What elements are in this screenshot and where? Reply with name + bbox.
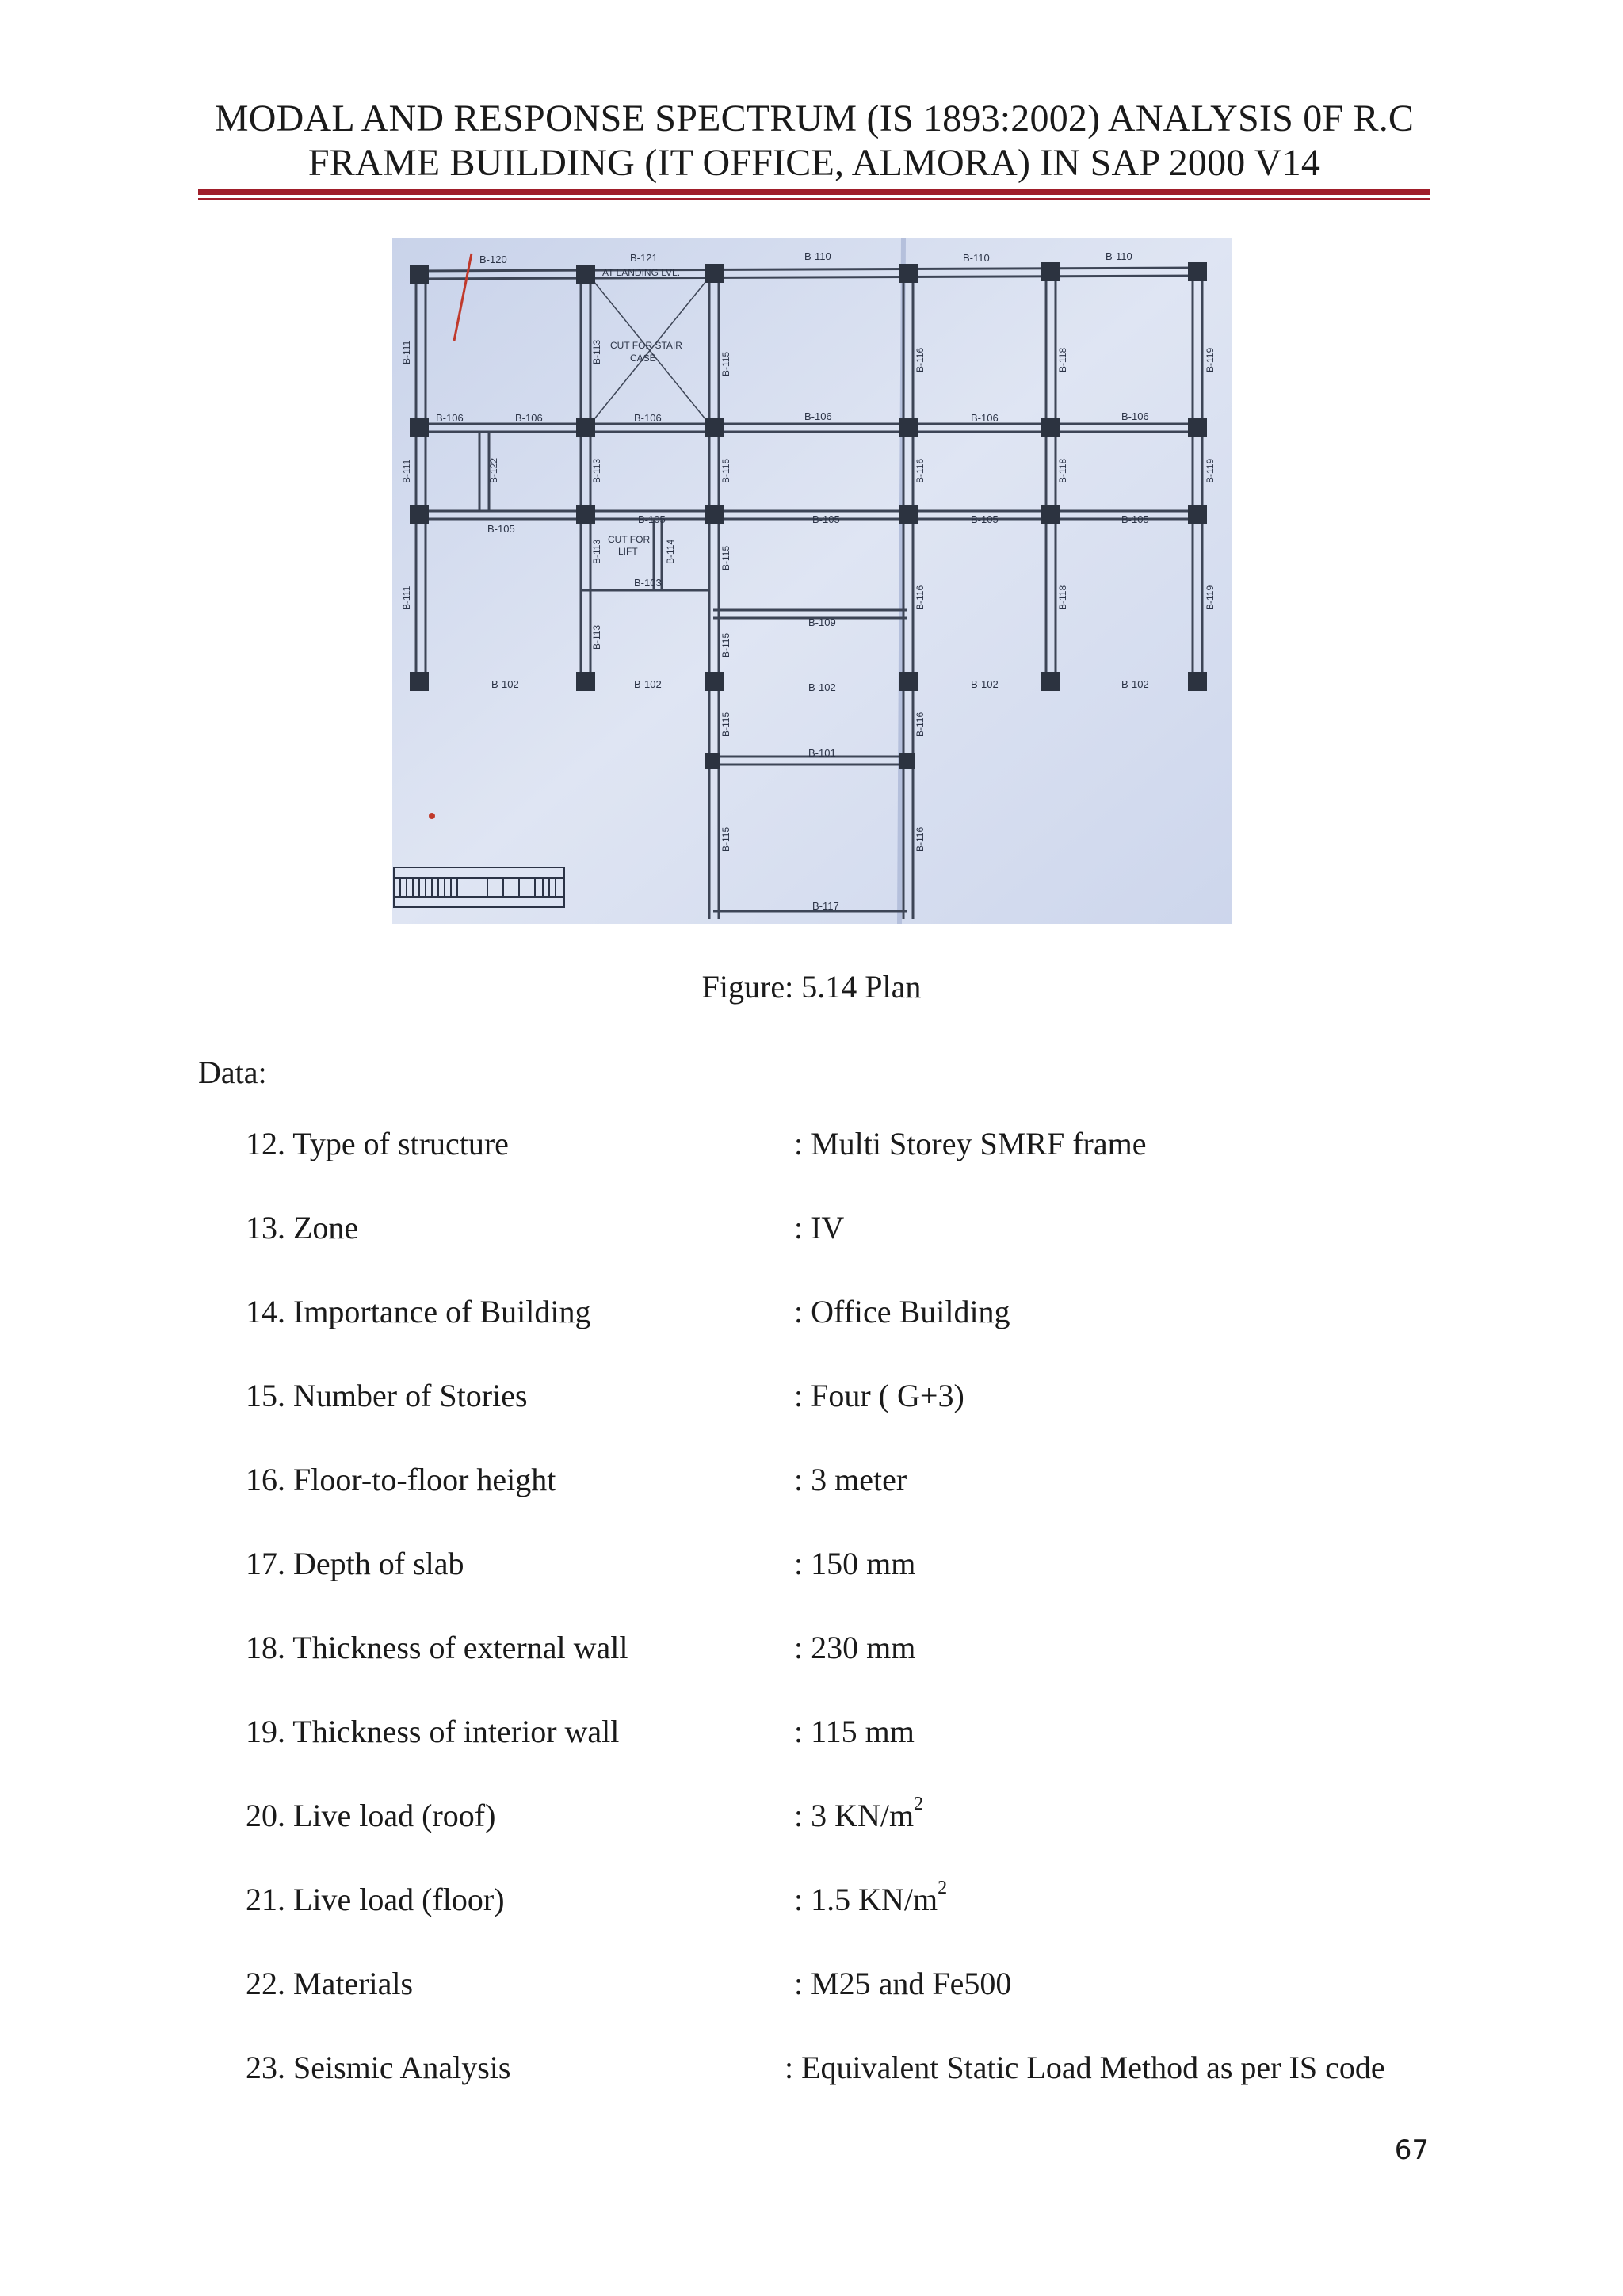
label-b114: B-114 <box>665 539 676 564</box>
page-header <box>198 97 1430 185</box>
label-b105-5: B-105 <box>1121 513 1149 525</box>
item-label: 19. Thickness of interior wall <box>246 1714 620 1749</box>
label-b116-5: B-116 <box>915 826 926 852</box>
label-b116-1: B-116 <box>915 347 926 372</box>
item-value <box>794 1878 948 1918</box>
list-item <box>246 1878 1482 1965</box>
item-label: 12. Type of structure <box>246 1126 509 1161</box>
label-b110-1: B-110 <box>804 250 831 262</box>
label-b115-4: B-115 <box>720 632 731 658</box>
label-lift: CUT FOR <box>608 534 651 545</box>
floor-plan-drawing <box>392 238 1232 924</box>
label-b118-3: B-118 <box>1057 585 1068 610</box>
item-value: : M25 and Fe500 <box>794 1966 1012 2001</box>
label-b116-3: B-116 <box>915 585 926 610</box>
item-label: 15. Number of Stories <box>246 1378 528 1413</box>
list-item <box>246 1629 1482 1713</box>
item-value-sup: 2 <box>914 1794 924 1814</box>
header-rule-thin <box>198 198 1430 200</box>
list-item <box>246 1545 1482 1629</box>
label-b102-3: B-102 <box>808 681 836 693</box>
list-item <box>246 1125 1482 1209</box>
item-value: : Four ( G+3) <box>794 1378 964 1413</box>
item-value: : Equivalent Static Load Method as per IS code <box>785 2050 1385 2085</box>
header-rule-thick <box>198 189 1430 195</box>
header-line-1: MODAL AND RESPONSE SPECTRUM (IS 1893:2002) ANALYSIS 0F R.C <box>214 97 1415 139</box>
label-b105-3: B-105 <box>812 513 840 525</box>
label-b121: B-121 <box>630 252 658 264</box>
label-landing: AT LANDING LVL. <box>602 267 681 278</box>
item-label: 20. Live load (roof) <box>246 1798 496 1833</box>
label-b106-6: B-106 <box>1121 410 1149 422</box>
label-b116-2: B-116 <box>915 458 926 483</box>
label-b120: B-120 <box>479 254 507 265</box>
label-b105-1: B-105 <box>487 523 515 535</box>
label-b115-3: B-115 <box>720 545 731 570</box>
list-item <box>246 1461 1482 1545</box>
label-b116-4: B-116 <box>915 711 926 737</box>
item-value <box>794 1794 924 1834</box>
label-b118-1: B-118 <box>1057 347 1068 372</box>
label-b119-1: B-119 <box>1205 347 1216 372</box>
item-value-text: : 1.5 KN/m <box>794 1882 938 1917</box>
item-label: 14. Importance of Building <box>246 1294 591 1329</box>
label-lift-2: LIFT <box>618 546 638 557</box>
label-stair-2: CASE <box>630 353 656 364</box>
label-b102-4: B-102 <box>971 678 999 690</box>
label-b110-2: B-110 <box>963 252 990 264</box>
label-b111-2: B-111 <box>401 459 412 483</box>
list-item <box>246 1713 1482 1797</box>
item-value-sup: 2 <box>938 1878 948 1898</box>
label-b115-2: B-115 <box>720 458 731 483</box>
label-b111-3: B-111 <box>401 585 412 610</box>
label-stair: CUT FOR STAIR <box>610 340 682 351</box>
item-label: 17. Depth of slab <box>246 1546 464 1581</box>
label-b110-3: B-110 <box>1106 250 1132 262</box>
figure-caption: Figure: 5.14 Plan <box>701 969 922 1005</box>
item-label: 13. Zone <box>246 1210 359 1245</box>
label-b102-1: B-102 <box>491 678 519 690</box>
label-b109: B-109 <box>808 616 836 628</box>
item-value: : Office Building <box>794 1294 1010 1329</box>
item-value: : 115 mm <box>794 1714 915 1749</box>
data-heading: Data: <box>198 1055 267 1090</box>
label-b111-1: B-111 <box>401 340 412 364</box>
label-b105-2: B-105 <box>638 513 666 525</box>
label-b115-5: B-115 <box>720 711 731 737</box>
label-b106-3: B-106 <box>634 412 662 424</box>
list-item <box>246 1794 1482 1881</box>
label-b118-2: B-118 <box>1057 458 1068 483</box>
page-number: 67 <box>1394 2134 1429 2166</box>
label-b102-2: B-102 <box>634 678 662 690</box>
header-line-2: FRAME BUILDING (IT OFFICE, ALMORA) IN SAP 2000 V14 <box>307 142 1321 184</box>
label-b106-4: B-106 <box>804 410 832 422</box>
label-b105-4: B-105 <box>971 513 999 525</box>
item-value: : 150 mm <box>794 1546 916 1581</box>
label-b103: B-103 <box>634 577 662 589</box>
data-list <box>246 1125 1482 2133</box>
label-b119-2: B-119 <box>1205 458 1216 483</box>
label-b115-6: B-115 <box>720 826 731 852</box>
plan-figure <box>392 238 1232 924</box>
item-label: 23. Seismic Analysis <box>246 2050 511 2085</box>
label-b113-4: B-113 <box>591 624 602 650</box>
label-b106-1: B-106 <box>436 412 464 424</box>
label-b115-1: B-115 <box>720 351 731 376</box>
item-value: : 230 mm <box>794 1630 916 1665</box>
list-item <box>246 1293 1482 1377</box>
label-b113-3: B-113 <box>591 539 602 564</box>
label-b122: B-122 <box>488 457 499 483</box>
list-item <box>246 1209 1482 1293</box>
list-item <box>246 1965 1482 2049</box>
item-value: : IV <box>794 1210 845 1245</box>
item-value-text: : 3 KN/m <box>794 1798 915 1833</box>
item-label: 22. Materials <box>246 1966 414 2001</box>
label-b106-5: B-106 <box>971 412 999 424</box>
item-value: : Multi Storey SMRF frame <box>794 1126 1147 1161</box>
label-b113-1: B-113 <box>591 339 602 364</box>
label-b102-5: B-102 <box>1121 678 1149 690</box>
list-item <box>246 2049 1482 2133</box>
item-label: 21. Live load (floor) <box>246 1882 505 1917</box>
item-label: 18. Thickness of external wall <box>246 1630 628 1665</box>
list-item <box>246 1377 1482 1461</box>
label-b113-2: B-113 <box>591 458 602 483</box>
item-label: 16. Floor-to-floor height <box>246 1462 556 1497</box>
label-b117: B-117 <box>812 900 839 912</box>
label-b106-2: B-106 <box>515 412 543 424</box>
item-value: : 3 meter <box>794 1462 907 1497</box>
label-b119-3: B-119 <box>1205 585 1216 610</box>
label-b101: B-101 <box>808 747 836 759</box>
